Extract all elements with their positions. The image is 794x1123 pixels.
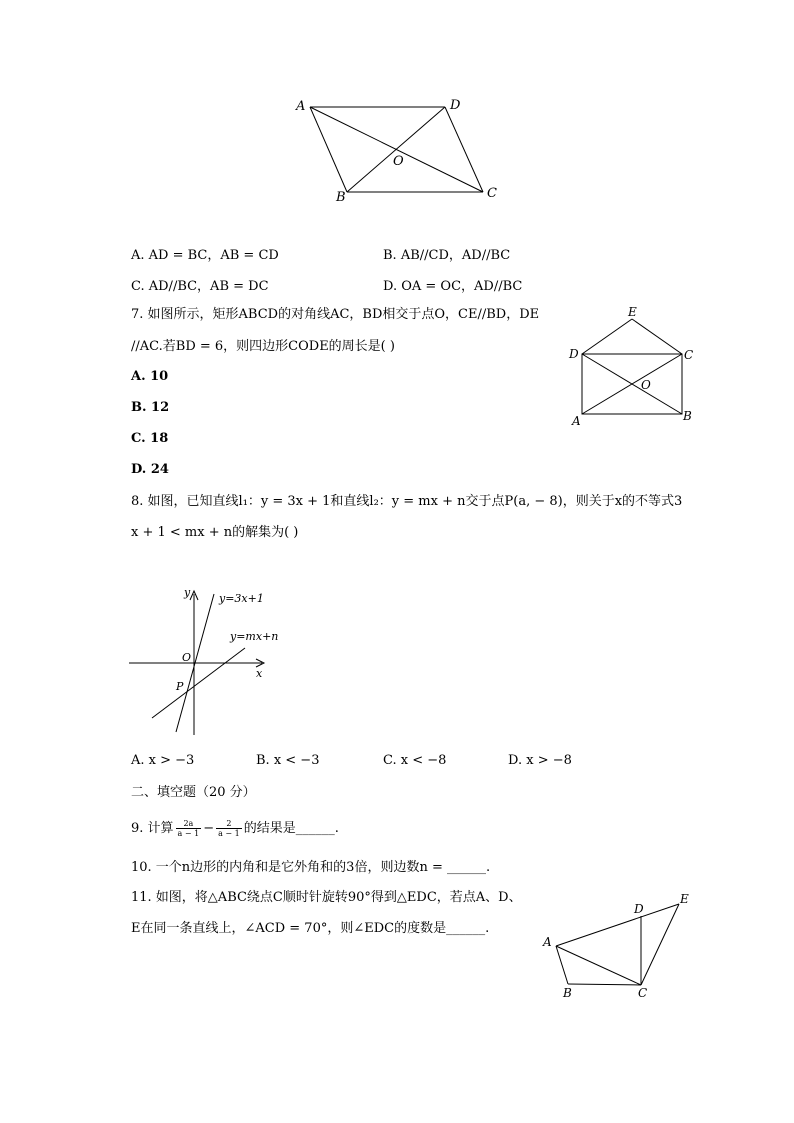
q8-text-line2: x + 1 < mx + n的解集为( ) bbox=[131, 525, 299, 540]
q8-text-line1: 8. 如图，已知直线l₁：y = 3x + 1和直线l₂：y = mx + n交于点P(a, − 8)，则关于x的不等式3 bbox=[131, 494, 683, 509]
q6-option-b: B. AB//CD，AD//BC bbox=[383, 248, 511, 263]
label-B: B bbox=[563, 986, 572, 1000]
q7-text-line1: 7. 如图所示，矩形ABCD的对角线AC，BD相交于点O，CE//BD，DE bbox=[131, 307, 540, 322]
axis-y-label: y bbox=[184, 586, 191, 599]
label-C: C bbox=[487, 186, 497, 201]
label-D: D bbox=[569, 347, 579, 361]
q9-den1: a − 1 bbox=[177, 829, 200, 838]
axis-x-label: x bbox=[256, 667, 263, 680]
q9-minus: − bbox=[203, 821, 215, 836]
q6-option-d: D. OA = OC，AD//BC bbox=[383, 279, 523, 294]
q9-prefix: 9. 计算 bbox=[131, 821, 174, 836]
point-p-label: P bbox=[176, 680, 184, 693]
q10-text: 10. 一个n边形的内角和是它外角和的3倍，则边数n = ______. bbox=[131, 860, 491, 875]
label-A: A bbox=[296, 99, 306, 114]
q9-suffix: 的结果是______. bbox=[243, 821, 339, 836]
q8-option-d: D. x > −8 bbox=[508, 753, 572, 768]
q11-text-line1: 11. 如图，将△ABC绕点C顺时针旋转90°得到△EDC，若点A、D、 bbox=[131, 890, 522, 905]
label-A: A bbox=[543, 935, 552, 949]
label-C: C bbox=[684, 348, 694, 362]
line-l1-label: y=3x+1 bbox=[219, 592, 264, 605]
label-O: O bbox=[641, 378, 651, 392]
q6-option-a: A. AD = BC，AB = CD bbox=[131, 248, 279, 263]
label-O: O bbox=[393, 154, 404, 169]
q8-option-c: C. x < −8 bbox=[383, 753, 447, 768]
q8-option-a: A. x > −3 bbox=[131, 753, 195, 768]
label-A: A bbox=[572, 414, 581, 428]
label-D: D bbox=[450, 98, 461, 113]
q6-option-c: C. AD//BC，AB = DC bbox=[131, 279, 269, 294]
label-E: E bbox=[680, 892, 689, 906]
q7-option-c: C. 18 bbox=[131, 431, 169, 446]
label-D: D bbox=[634, 902, 644, 916]
q7-option-d: D. 24 bbox=[131, 462, 169, 477]
q8-option-b: B. x < −3 bbox=[256, 753, 320, 768]
origin-label: O bbox=[182, 651, 192, 664]
q7-text-line2: //AC.若BD = 6，则四边形CODE的周长是( ) bbox=[131, 339, 395, 354]
label-B: B bbox=[336, 190, 346, 205]
label-E: E bbox=[628, 305, 637, 319]
q7-option-b: B. 12 bbox=[131, 400, 170, 415]
q7-option-a: A. 10 bbox=[131, 369, 169, 384]
label-B: B bbox=[683, 409, 692, 423]
line-l2-label: y=mx+n bbox=[230, 630, 279, 643]
q9-num2: 2 bbox=[216, 819, 242, 829]
q9-den2: a − 1 bbox=[218, 829, 240, 838]
q11-text-line2: E在同一条直线上，∠ACD = 70°，则∠EDC的度数是______. bbox=[131, 921, 490, 936]
label-C: C bbox=[638, 986, 648, 1000]
q9-num1: 2a bbox=[176, 819, 202, 829]
section-fill-in-heading: 二、填空题（20 分） bbox=[131, 785, 256, 800]
